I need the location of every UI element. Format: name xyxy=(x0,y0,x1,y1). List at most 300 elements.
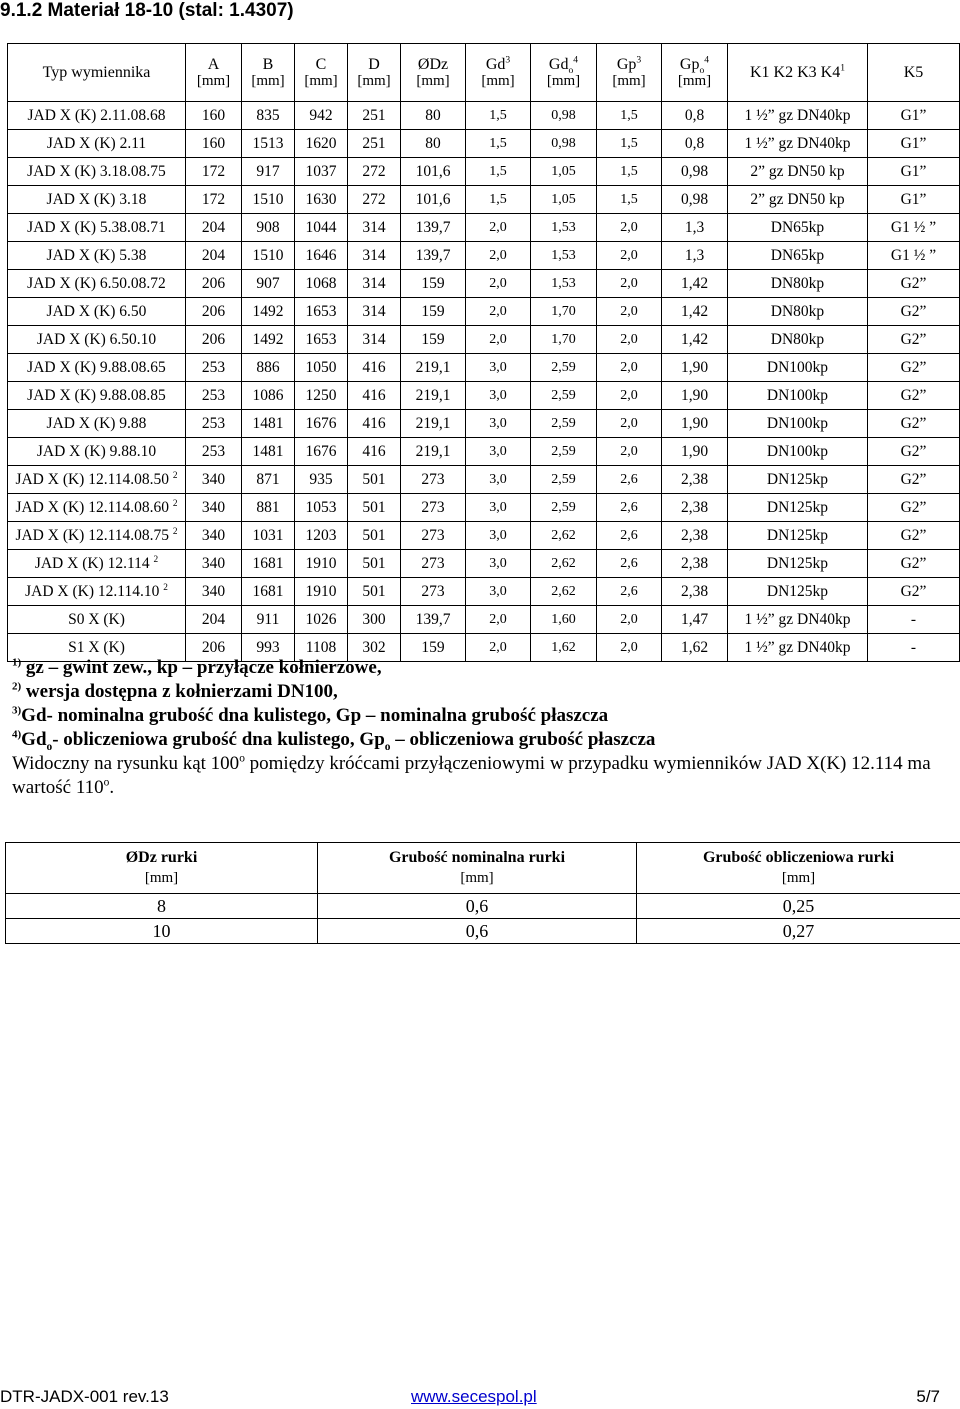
header-unit: [mm] xyxy=(295,73,347,90)
table-cell: 272 xyxy=(348,186,401,214)
table-cell: DN125kp xyxy=(728,494,868,522)
table-cell: 1910 xyxy=(295,550,348,578)
table-cell: 1,3 xyxy=(662,242,728,270)
table-cell: 1492 xyxy=(242,298,295,326)
table-cell: JAD X (K) 5.38.08.71 xyxy=(8,214,186,242)
table-cell: 908 xyxy=(242,214,295,242)
table-cell: 1510 xyxy=(242,186,295,214)
table-cell: JAD X (K) 3.18 xyxy=(8,186,186,214)
table-cell: 2,59 xyxy=(531,354,597,382)
header-cell xyxy=(401,44,466,102)
heat-exchanger-table xyxy=(7,43,960,662)
table-cell: 501 xyxy=(348,466,401,494)
table-cell: 2” gz DN50 kp xyxy=(728,186,868,214)
table-cell: 159 xyxy=(401,634,466,662)
table-cell: 1492 xyxy=(242,326,295,354)
header-label: K1 K2 K3 $K4^1$ xyxy=(728,64,867,81)
table-cell: 917 xyxy=(242,158,295,186)
header-label: B xyxy=(242,56,294,73)
table-cell: 273 xyxy=(401,494,466,522)
table-cell: 3,0 xyxy=(466,410,531,438)
header-label: ØDz xyxy=(401,56,465,73)
table-cell: 1,5 xyxy=(466,186,531,214)
table-cell: 2,59 xyxy=(531,494,597,522)
table-cell: 3,0 xyxy=(466,382,531,410)
table-cell: 1,90 xyxy=(662,382,728,410)
table-cell: 251 xyxy=(348,130,401,158)
table-cell: 2,0 xyxy=(597,326,662,354)
header-label: K5 xyxy=(868,64,959,81)
table-cell: G2” xyxy=(868,410,960,438)
table-cell: 204 xyxy=(186,242,242,270)
table-cell: 80 xyxy=(401,130,466,158)
table-cell: 253 xyxy=(186,410,242,438)
table-cell: DN125kp xyxy=(728,522,868,550)
table-cell: JAD X (K) 2.11.08.68 xyxy=(8,102,186,130)
table-header-row xyxy=(8,44,960,102)
table-cell: 2,0 xyxy=(597,298,662,326)
table-cell: 2,38 xyxy=(662,494,728,522)
table-cell: 314 xyxy=(348,326,401,354)
table-cell: 2,0 xyxy=(466,326,531,354)
table-cell: 1,62 xyxy=(662,634,728,662)
table-row xyxy=(8,130,960,158)
table-cell: 101,6 xyxy=(401,186,466,214)
table-cell: 2,6 xyxy=(597,522,662,550)
table-cell: 1,5 xyxy=(466,130,531,158)
table-cell: 1653 xyxy=(295,298,348,326)
table-cell: 1,05 xyxy=(531,158,597,186)
table-cell: 881 xyxy=(242,494,295,522)
table-cell: G2” xyxy=(868,466,960,494)
header-label: $Gd_o^4$ xyxy=(531,56,596,73)
header-unit: [mm] xyxy=(186,73,241,90)
table-row xyxy=(8,410,960,438)
tube-table-cell: 10 xyxy=(6,919,318,944)
table-cell: 340 xyxy=(186,466,242,494)
table-cell: JAD X (K) 2.11 xyxy=(8,130,186,158)
table-row xyxy=(8,270,960,298)
angle-note: Widoczny na rysunku kąt 100$^o$ pomiędzy króćcami przyłączeniowymi w przypadku wymienników JAD X(K) 12.114 ma wartość 110$^o$. xyxy=(12,752,942,800)
tube-table xyxy=(5,842,960,944)
table-cell: 911 xyxy=(242,606,295,634)
header-label: Gd$^3$ xyxy=(466,56,530,73)
table-cell: 416 xyxy=(348,382,401,410)
table-cell: 993 xyxy=(242,634,295,662)
table-cell: DN125kp xyxy=(728,578,868,606)
table-cell: DN100kp xyxy=(728,438,868,466)
document-id: DTR-JADX-001 rev.13 xyxy=(0,1387,169,1407)
table-cell: 886 xyxy=(242,354,295,382)
table-cell: JAD X (K) 3.18.08.75 xyxy=(8,158,186,186)
table-cell: 1653 xyxy=(295,326,348,354)
table-cell: 0,98 xyxy=(531,102,597,130)
table-cell: 2,0 xyxy=(466,214,531,242)
table-cell: - xyxy=(868,634,960,662)
header-cell xyxy=(868,44,960,102)
table-cell: 1,3 xyxy=(662,214,728,242)
table-cell: 2,0 xyxy=(466,298,531,326)
table-cell: JAD X (K) 6.50.08.72 xyxy=(8,270,186,298)
table-cell: JAD X (K) 12.114.10 $^2$ xyxy=(8,578,186,606)
header-unit: [mm] xyxy=(242,73,294,90)
table-cell: 1108 xyxy=(295,634,348,662)
table-cell: 1676 xyxy=(295,410,348,438)
table-cell: 253 xyxy=(186,438,242,466)
table-cell: 0,98 xyxy=(531,130,597,158)
table-cell: 1,05 xyxy=(531,186,597,214)
table-cell: G2” xyxy=(868,438,960,466)
header-cell xyxy=(242,44,295,102)
table-cell: 2,59 xyxy=(531,410,597,438)
table-cell: S0 X (K) xyxy=(8,606,186,634)
table-row xyxy=(8,242,960,270)
table-cell: 1,53 xyxy=(531,270,597,298)
table-cell: 2,38 xyxy=(662,522,728,550)
table-cell: 0,8 xyxy=(662,102,728,130)
table-cell: 272 xyxy=(348,158,401,186)
table-cell: 340 xyxy=(186,550,242,578)
table-cell: 314 xyxy=(348,298,401,326)
table-cell: 2,59 xyxy=(531,466,597,494)
table-cell: G2” xyxy=(868,326,960,354)
header-cell xyxy=(662,44,728,102)
table-cell: 416 xyxy=(348,354,401,382)
table-cell: 1050 xyxy=(295,354,348,382)
table-cell: JAD X (K) 6.50 xyxy=(8,298,186,326)
table-row xyxy=(8,494,960,522)
table-cell: 3,0 xyxy=(466,354,531,382)
tube-table-cell: 8 xyxy=(6,894,318,919)
table-row xyxy=(8,158,960,186)
table-cell: 340 xyxy=(186,522,242,550)
table-cell: 2,0 xyxy=(597,438,662,466)
table-row xyxy=(8,326,960,354)
table-cell: 219,1 xyxy=(401,438,466,466)
footnote-1: $^{1)}$ gz – gwint zew., kp – przyłącze kołnierzowe, xyxy=(12,656,942,680)
table-cell: DN100kp xyxy=(728,354,868,382)
table-cell: S1 X (K) xyxy=(8,634,186,662)
table-cell: 1 ½” gz DN40kp xyxy=(728,130,868,158)
table-cell: 1053 xyxy=(295,494,348,522)
header-unit: [mm] xyxy=(348,73,400,90)
table-cell: 1,70 xyxy=(531,326,597,354)
page-number: 5/7 xyxy=(916,1387,940,1407)
header-unit: [mm] xyxy=(662,73,727,90)
table-cell: 1620 xyxy=(295,130,348,158)
table-cell: 1510 xyxy=(242,242,295,270)
table-cell: 1,90 xyxy=(662,410,728,438)
table-row xyxy=(8,438,960,466)
tube-table-header-row xyxy=(6,843,960,894)
table-body xyxy=(8,102,960,662)
header-cell xyxy=(8,44,186,102)
table-cell: 206 xyxy=(186,270,242,298)
table-cell: 2,59 xyxy=(531,382,597,410)
footnote-4: $^{4)}Gd_o-$ obliczeniowa grubość dna kulistego, $Gp_o$ – obliczeniowa grubość płaszcza xyxy=(12,728,942,752)
table-cell: 1681 xyxy=(242,578,295,606)
table-cell: - xyxy=(868,606,960,634)
table-cell: JAD X (K) 9.88.08.65 xyxy=(8,354,186,382)
table-cell: 2,62 xyxy=(531,522,597,550)
table-cell: 935 xyxy=(295,466,348,494)
header-cell xyxy=(466,44,531,102)
table-cell: DN125kp xyxy=(728,550,868,578)
table-cell: 340 xyxy=(186,578,242,606)
header-label: Typ wymiennika xyxy=(8,64,185,81)
table-cell: 159 xyxy=(401,270,466,298)
tube-table-cell: 0,27 xyxy=(637,919,960,944)
table-cell: 2,38 xyxy=(662,550,728,578)
table-cell: 416 xyxy=(348,438,401,466)
table-cell: 1 ½” gz DN40kp xyxy=(728,102,868,130)
table-row xyxy=(8,606,960,634)
table-cell: JAD X (K) 9.88.08.85 xyxy=(8,382,186,410)
table-row xyxy=(8,214,960,242)
table-cell: G2” xyxy=(868,270,960,298)
table-row xyxy=(8,298,960,326)
table-cell: G2” xyxy=(868,298,960,326)
tube-header-cell: Grubość obliczeniowa rurki [mm] xyxy=(637,843,960,894)
table-cell: 1031 xyxy=(242,522,295,550)
table-row xyxy=(8,354,960,382)
tube-table-cell: 0,6 xyxy=(318,894,637,919)
table-cell: 1,60 xyxy=(531,606,597,634)
table-cell: 2,6 xyxy=(597,578,662,606)
table-cell: 1,5 xyxy=(597,186,662,214)
table-cell: JAD X (K) 12.114.08.75 $^2$ xyxy=(8,522,186,550)
footnotes xyxy=(12,656,942,800)
table-cell: DN125kp xyxy=(728,466,868,494)
table-cell: 0,98 xyxy=(662,158,728,186)
table-cell: DN65kp xyxy=(728,242,868,270)
table-cell: JAD X (K) 12.114 $^2$ xyxy=(8,550,186,578)
header-label: C xyxy=(295,56,347,73)
table-cell: G2” xyxy=(868,354,960,382)
table-cell: 251 xyxy=(348,102,401,130)
table-cell: 172 xyxy=(186,158,242,186)
header-label: $Gp_o^4$ xyxy=(662,56,727,73)
table-cell: 1203 xyxy=(295,522,348,550)
table-cell: 2,0 xyxy=(597,242,662,270)
table-cell: DN100kp xyxy=(728,410,868,438)
table-cell: 253 xyxy=(186,354,242,382)
table-cell: 159 xyxy=(401,326,466,354)
table-cell: 160 xyxy=(186,130,242,158)
table-cell: 3,0 xyxy=(466,522,531,550)
table-row xyxy=(8,578,960,606)
table-cell: 1676 xyxy=(295,438,348,466)
table-cell: 2,0 xyxy=(597,270,662,298)
table-cell: 416 xyxy=(348,410,401,438)
table-cell: 204 xyxy=(186,214,242,242)
table-cell: G1 ½ ” xyxy=(868,242,960,270)
table-cell: 1,90 xyxy=(662,354,728,382)
table-cell: 0,98 xyxy=(662,186,728,214)
table-cell: 3,0 xyxy=(466,494,531,522)
header-cell xyxy=(597,44,662,102)
table-cell: 160 xyxy=(186,102,242,130)
table-cell: G1” xyxy=(868,158,960,186)
tube-table-row xyxy=(6,894,960,919)
table-cell: 314 xyxy=(348,270,401,298)
table-cell: 1 ½” gz DN40kp xyxy=(728,634,868,662)
table-cell: G1” xyxy=(868,102,960,130)
table-cell: 2,0 xyxy=(466,242,531,270)
table-cell: G1” xyxy=(868,130,960,158)
table-cell: 2,0 xyxy=(597,606,662,634)
table-cell: 101,6 xyxy=(401,158,466,186)
tube-header-cell: Grubość nominalna rurki [mm] xyxy=(318,843,637,894)
tube-table-body xyxy=(6,894,960,944)
table-cell: 2,59 xyxy=(531,438,597,466)
table-cell: 501 xyxy=(348,550,401,578)
table-cell: 273 xyxy=(401,466,466,494)
table-cell: 3,0 xyxy=(466,550,531,578)
table-cell: 219,1 xyxy=(401,410,466,438)
tube-header-cell: ØDz rurki [mm] xyxy=(6,843,318,894)
table-cell: 942 xyxy=(295,102,348,130)
table-cell: 2,6 xyxy=(597,466,662,494)
table-cell: 1681 xyxy=(242,550,295,578)
table-cell: 1630 xyxy=(295,186,348,214)
table-cell: 2,0 xyxy=(597,354,662,382)
table-cell: 1026 xyxy=(295,606,348,634)
table-cell: JAD X (K) 12.114.08.50 $^2$ xyxy=(8,466,186,494)
header-cell xyxy=(295,44,348,102)
table-cell: 2,6 xyxy=(597,494,662,522)
table-cell: 1,5 xyxy=(466,102,531,130)
table-cell: 206 xyxy=(186,298,242,326)
table-cell: 172 xyxy=(186,186,242,214)
table-cell: G2” xyxy=(868,522,960,550)
table-cell: 1,47 xyxy=(662,606,728,634)
table-cell: 1,5 xyxy=(597,158,662,186)
header-label: Gp$^3$ xyxy=(597,56,661,73)
footnote-3: $^{3)}$Gd- nominalna grubość dna kulistego, Gp – nominalna grubość płaszcza xyxy=(12,704,942,728)
table-cell: JAD X (K) 6.50.10 xyxy=(8,326,186,354)
table-cell: G2” xyxy=(868,382,960,410)
table-cell: 501 xyxy=(348,522,401,550)
table-cell: 219,1 xyxy=(401,354,466,382)
table-cell: JAD X (K) 9.88.10 xyxy=(8,438,186,466)
table-cell: G1 ½ ” xyxy=(868,214,960,242)
table-cell: 314 xyxy=(348,242,401,270)
table-cell: 253 xyxy=(186,382,242,410)
footnote-2: $^{2)}$ wersja dostępna z kołnierzami DN100, xyxy=(12,680,942,704)
header-label: A xyxy=(186,56,241,73)
table-cell: 2,38 xyxy=(662,466,728,494)
table-cell: 300 xyxy=(348,606,401,634)
table-cell: 1646 xyxy=(295,242,348,270)
table-cell: 1,42 xyxy=(662,298,728,326)
table-cell: 501 xyxy=(348,494,401,522)
table-cell: 1037 xyxy=(295,158,348,186)
table-row xyxy=(8,522,960,550)
table-cell: 206 xyxy=(186,634,242,662)
table-cell: 2,0 xyxy=(466,270,531,298)
table-cell: 2,0 xyxy=(597,214,662,242)
table-cell: G1” xyxy=(868,186,960,214)
table-cell: 80 xyxy=(401,102,466,130)
tube-table-row xyxy=(6,919,960,944)
tube-table-cell: 0,6 xyxy=(318,919,637,944)
table-cell: 139,7 xyxy=(401,214,466,242)
table-cell: DN80kp xyxy=(728,326,868,354)
table-cell: 1,70 xyxy=(531,298,597,326)
header-cell xyxy=(186,44,242,102)
section-heading: 9.1.2 Materiał 18-10 (stal: 1.4307) xyxy=(0,0,294,22)
table-cell: 139,7 xyxy=(401,242,466,270)
table-cell: 206 xyxy=(186,326,242,354)
table-cell: 3,0 xyxy=(466,578,531,606)
table-cell: 219,1 xyxy=(401,382,466,410)
table-cell: 2,0 xyxy=(597,410,662,438)
table-cell: 2” gz DN50 kp xyxy=(728,158,868,186)
table-cell: 2,62 xyxy=(531,578,597,606)
table-cell: 273 xyxy=(401,522,466,550)
table-row xyxy=(8,186,960,214)
table-cell: G2” xyxy=(868,494,960,522)
table-cell: 1,42 xyxy=(662,270,728,298)
table-cell: 1,5 xyxy=(466,158,531,186)
header-label: D xyxy=(348,56,400,73)
header-cell xyxy=(728,44,868,102)
table-cell: 0,8 xyxy=(662,130,728,158)
table-cell: JAD X (K) 5.38 xyxy=(8,242,186,270)
table-cell: 1,42 xyxy=(662,326,728,354)
table-cell: 2,0 xyxy=(466,634,531,662)
table-cell: 314 xyxy=(348,214,401,242)
table-cell: 2,62 xyxy=(531,550,597,578)
table-cell: 1,53 xyxy=(531,242,597,270)
table-cell: JAD X (K) 12.114.08.60 $^2$ xyxy=(8,494,186,522)
table-cell: G2” xyxy=(868,578,960,606)
table-cell: 273 xyxy=(401,550,466,578)
table-cell: 1068 xyxy=(295,270,348,298)
header-cell xyxy=(531,44,597,102)
table-cell: 340 xyxy=(186,494,242,522)
header-unit: [mm] xyxy=(597,73,661,90)
table-cell: 273 xyxy=(401,578,466,606)
table-cell: 1,53 xyxy=(531,214,597,242)
header-unit: [mm] xyxy=(401,73,465,90)
table-cell: 1,90 xyxy=(662,438,728,466)
table-cell: 1,5 xyxy=(597,102,662,130)
table-cell: 835 xyxy=(242,102,295,130)
header-cell xyxy=(348,44,401,102)
website-link[interactable]: www.secespol.pl xyxy=(411,1387,537,1407)
table-cell: 1481 xyxy=(242,410,295,438)
header-unit: [mm] xyxy=(531,73,596,90)
table-cell: 1 ½” gz DN40kp xyxy=(728,606,868,634)
table-cell: DN80kp xyxy=(728,270,868,298)
table-cell: DN100kp xyxy=(728,382,868,410)
table-cell: 3,0 xyxy=(466,438,531,466)
table-cell: JAD X (K) 9.88 xyxy=(8,410,186,438)
table-cell: 1481 xyxy=(242,438,295,466)
table-cell: 1044 xyxy=(295,214,348,242)
header-unit: [mm] xyxy=(466,73,530,90)
table-cell: DN65kp xyxy=(728,214,868,242)
table-cell: 139,7 xyxy=(401,606,466,634)
table-row xyxy=(8,550,960,578)
table-cell: 1513 xyxy=(242,130,295,158)
table-cell: 204 xyxy=(186,606,242,634)
table-cell: 1250 xyxy=(295,382,348,410)
table-row xyxy=(8,102,960,130)
table-row xyxy=(8,382,960,410)
